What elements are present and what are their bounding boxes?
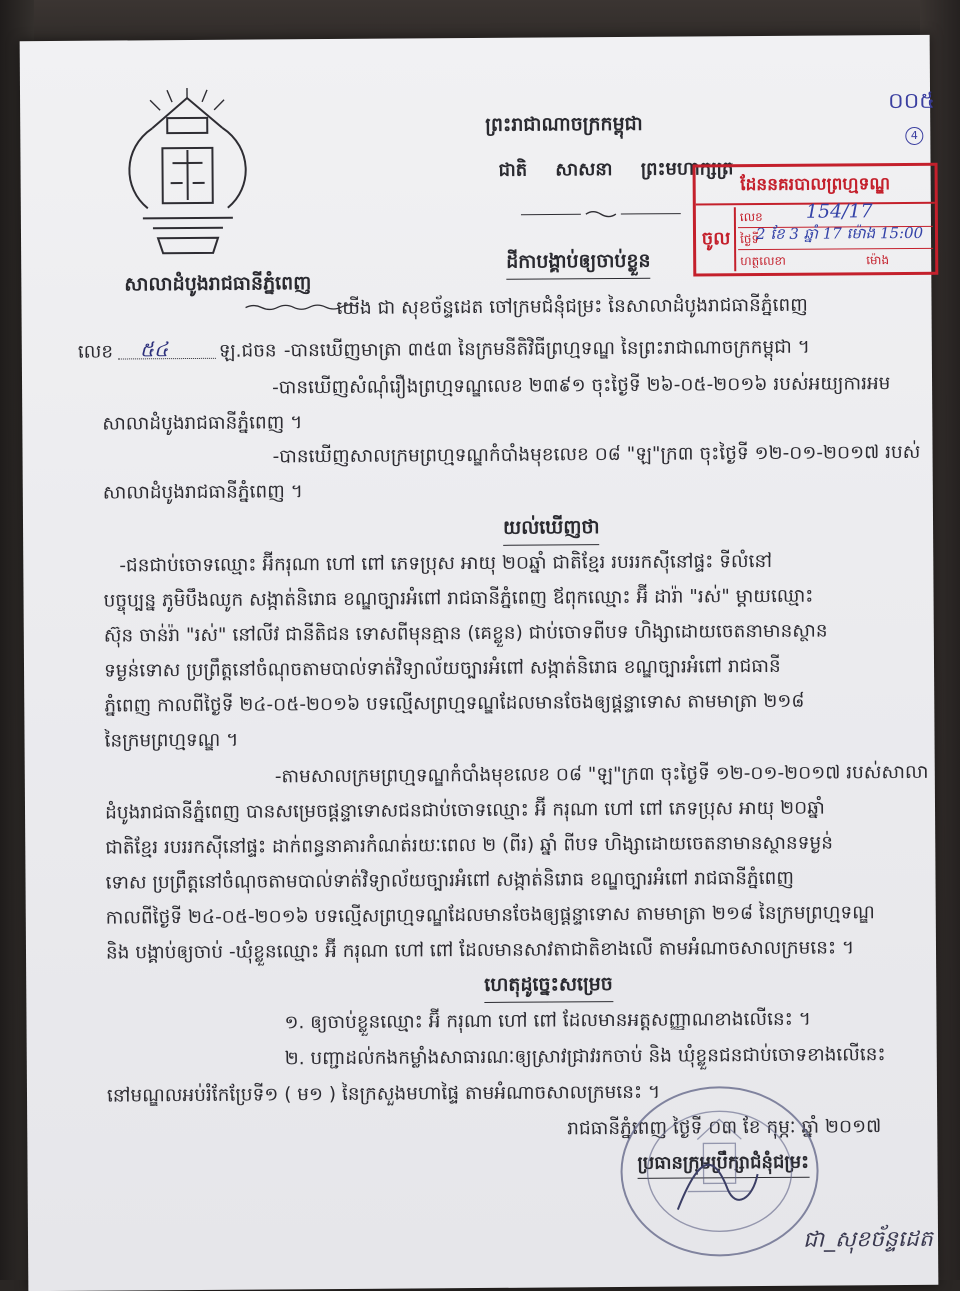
stamp-date-label: ថ្ងៃទី	[740, 231, 759, 249]
stamp-number-label: លេខ	[740, 209, 763, 227]
national-motto: ជាតិ សាសនា ព្រះមហាក្សត្រ	[498, 156, 733, 185]
seen-line: -បានឃើញមាត្រា ៣៥៣ នៃក្រមនីតិវិធីព្រហ្មទណ្ឌ នៃព្រះរាជាណាចក្រកម្ពុជា ។	[284, 336, 810, 367]
considering-line: កាលពីថ្ងៃទី ២៤-០៥-២០១៦ បទល្មើសព្រហ្មទណ្ឌដែលមានចែងឲ្យផ្ដន្ទាទោស តាមមាត្រា ២១៨ នៃក្រមព្រហ្មទណ្ឌ	[106, 901, 875, 933]
considering-line: -តាមសាលក្រមព្រហ្មទណ្ឌកំបាំងមុខលេខ ០៨ "ឡ"ក្រ៣ ចុះថ្ងៃទី ១២-០១-២០១៧ របស់សាលា	[275, 761, 929, 793]
considering-line: ទោស ប្រព្រឹត្តនៅចំណុចតាមបាល់ទាត់វិទ្យាល័យច្បារអំពៅ សង្កាត់និរោធ ខណ្ឌច្បារអំពៅ រាជធានីភ្នំពេញ	[105, 867, 794, 899]
issuer-line: យើង ជា សុខច័ន្ទដេត ចៅក្រមជំនុំជម្រះ នៃសាលាដំបូងរាជធានីភ្នំពេញ	[336, 294, 807, 324]
header-ornament	[521, 209, 681, 220]
reference-number-suffix: ឡ.ជចន	[219, 339, 277, 366]
stamp-handwritten-number: 154/17	[806, 200, 873, 222]
considering-line: និង បង្គាប់ឲ្យចាប់ -ឃុំខ្លួនឈ្មោះ អ៊ី ករុណា ហៅ ពៅ ដែលមានសាវតាជាតិខាងលើ តាមអំណាចសាលក្រមនេះ ។	[106, 936, 854, 968]
seen-line: -បានឃើញសាលក្រមព្រហ្មទណ្ឌកំបាំងមុខលេខ ០៨ "ឡ"ក្រ៣ ចុះថ្ងៃទី ១២-០១-២០១៧ របស់	[272, 441, 920, 473]
reference-number-prefix: លេខ	[78, 341, 113, 368]
considering-line: ស៊ុន ចាន់រ៉ា "រស់" នៅលីវ ជានីតិជន ទោសពីមុនគ្មាន (គេខ្លួន) ជាប់ចោទពីបទ ហិង្សាដោយចេតនាមានស្ថាន	[104, 620, 828, 652]
considering-line: ភ្នំពេញ កាលពីថ្ងៃទី ២៤-០៥-២០១៦ បទល្មើសព្រហ្មទណ្ឌដែលមានចែងឲ្យផ្ដន្ទាទោស តាមមាត្រា ២១៨	[104, 690, 804, 722]
decision-line: នៅមណ្ឌលអប់រំកែប្រែទី១ ( ម១ ) នៃក្រសួងមហាផ្ទៃ តាមអំណាចសាលក្រមនេះ ។	[107, 1081, 660, 1112]
received-stamp	[693, 163, 939, 277]
place-date: រាជធានីភ្នំពេញ ថ្ងៃទី ០៣ ខែ កុម្ភៈ ឆ្នាំ ២០១៧	[567, 1115, 881, 1144]
stamp-title: ដែននគរបាលព្រហ្មទណ្ឌ	[696, 166, 935, 206]
stamp-hour-label: ម៉ោង	[866, 252, 889, 270]
considering-line: ដំបូងរាជធានីភ្នំពេញ បានសម្រេចផ្ដន្ទាទោសជនជាប់ចោទឈ្មោះ អ៊ី ករុណា ហៅ ពៅ ភេទប្រុស អាយុ ២០ឆ្នាំ	[105, 797, 825, 829]
seen-line: សាលាដំបូងរាជធានីភ្នំពេញ ។	[102, 411, 302, 439]
page-number: ០០៥	[888, 87, 935, 119]
signer-name: ជា_សុខច័ន្ទដេត	[803, 1225, 933, 1258]
considering-line: បច្ចុប្បន្ន ភូមិបឹងឈូក សង្កាត់និរោធ ខណ្ឌច្បារអំពៅ រាជធានីភ្នំពេញ ឪពុកឈ្មោះ អ៊ី ដារ៉ា "រស់" ម្ដាយឈ្មោះ	[103, 585, 813, 617]
document-title: ដីកាបង្គាប់ឲ្យចាប់ខ្លួន	[506, 249, 651, 280]
considering-line: ទម្ងន់ទោស ប្រព្រឹត្តនៅចំណុចតាមបាល់ទាត់វិទ្យាល័យច្បារអំពៅ សង្កាត់និរោធ ខណ្ឌច្បារអំពៅ រាជធានី	[104, 655, 781, 687]
court-emblem-icon	[112, 88, 263, 269]
stamp-line	[738, 248, 933, 250]
seen-line: -បានឃើញសំណុំរឿងព្រហ្មទណ្ឌលេខ ២៣៩១ ចុះថ្ងៃទី ២៦-០៥-២០១៦ របស់អយ្យការអម	[272, 372, 891, 403]
court-name: សាលាដំបូងរាជធានីភ្នំពេញ	[124, 271, 311, 300]
seen-line: សាលាដំបូងរាជធានីភ្នំពេញ ។	[103, 480, 303, 508]
signer-title: ប្រធានក្រុមប្រឹក្សាជំនុំជម្រះ	[637, 1150, 809, 1179]
official-seal-icon	[617, 1079, 823, 1260]
considering-line: -ជនជាប់ចោទឈ្មោះ អ៊ីករុណា ហៅ ពៅ ភេទប្រុស អាយុ ២០ឆ្នាំ ជាតិខ្មែរ របររកស៊ីនៅផ្ទះ ទីលំនៅ	[119, 550, 772, 582]
stamp-received-label: ចូល	[698, 207, 736, 271]
kingdom-title: ព្រះរាជាណាចក្រកម្ពុជា	[485, 112, 643, 141]
considering-heading: យល់ឃើញថា	[503, 515, 600, 546]
decision-line: ១. ឲ្យចាប់ខ្លួនឈ្មោះ អ៊ី ករុណា ហៅ ពៅ ដែលមានអត្តសញ្ញាណខាងលើនេះ ។	[284, 1008, 811, 1039]
decision-line: ២. បញ្ជាដល់កងកម្លាំងសាធារណៈឲ្យស្រាវជ្រាវរកចាប់ និង ឃុំខ្លួនជនជាប់ចោទខាងលើនេះ	[285, 1043, 886, 1074]
considering-line: ជាតិខ្មែរ របររកស៊ីនៅផ្ទះ ដាក់ពន្ធនាគារកំណត់រយៈពេល ២ (ពីរ) ឆ្នាំ ពីបទ ហិង្សាដោយចេតនាមានស្ថានទម្ងន់	[105, 832, 833, 864]
decision-heading: ហេតុដូច្នេះសម្រេច	[484, 972, 613, 1003]
stamp-handwritten-date: 2 ខែ 3 ឆ្នាំ 17 ម៉ោង 15:00	[756, 224, 923, 247]
page-sub-number: 4	[905, 127, 923, 145]
document-page	[20, 35, 939, 1291]
reference-number-value: ៥៤	[140, 336, 169, 366]
considering-line: នៃក្រមព្រហ្មទណ្ឌ ។	[104, 729, 238, 757]
stamp-signature-label: ហត្ថលេខា	[740, 253, 786, 271]
